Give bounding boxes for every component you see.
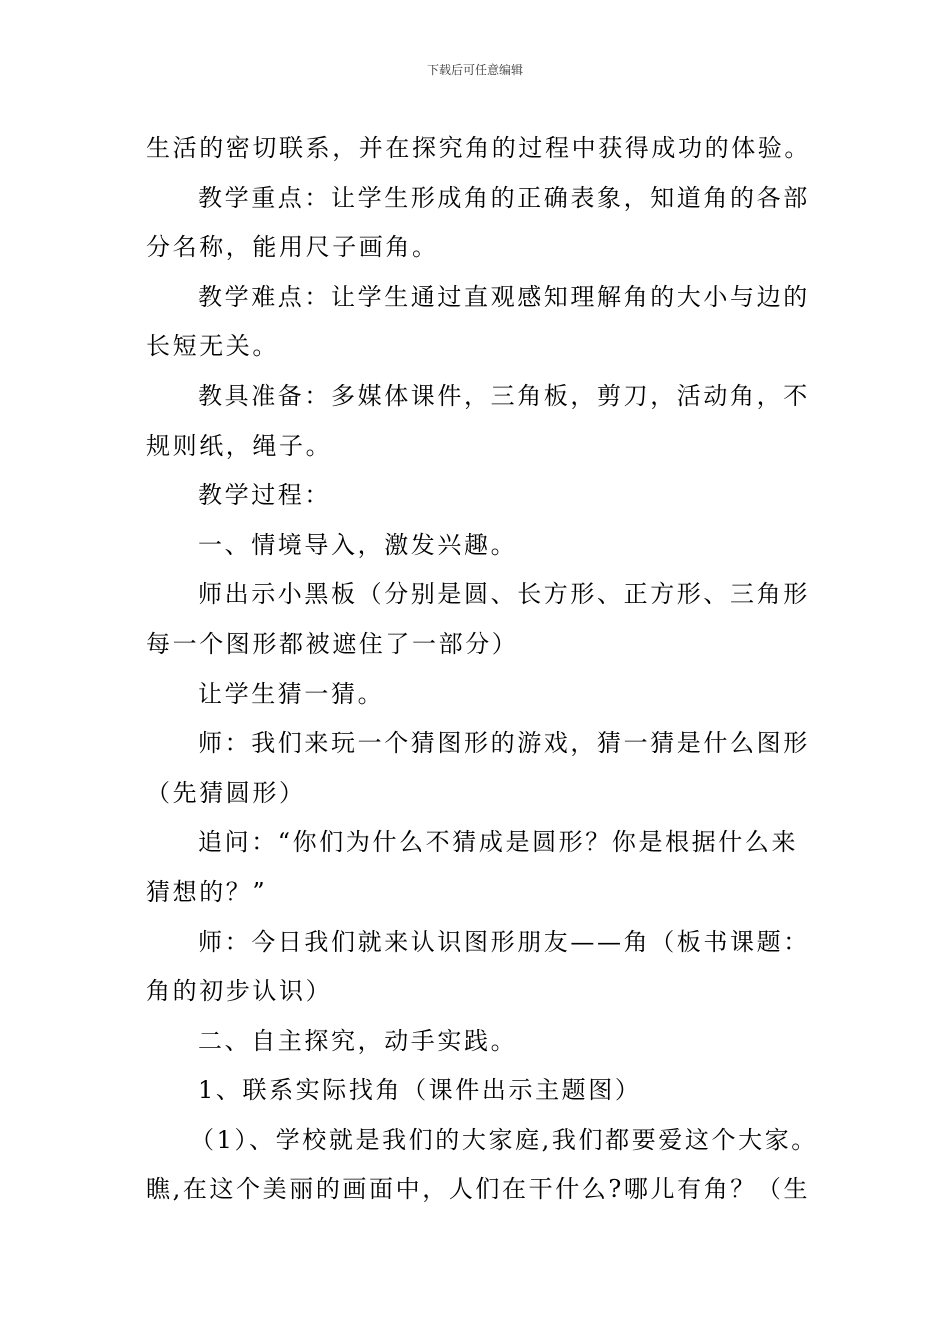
paragraph-line: 生活的密切联系，并在探究角的过程中获得成功的体验。 bbox=[146, 134, 811, 162]
page-header: 下载后可任意编辑 bbox=[426, 63, 523, 77]
paragraph-line: 教具准备：多媒体课件，三角板，剪刀，活动角，不 bbox=[198, 381, 810, 410]
paragraph-line: 追问：“你们为什么不猜成是圆形？你是根据什么来 bbox=[198, 828, 799, 857]
paragraph-line: （先猜圆形） bbox=[146, 778, 306, 807]
paragraph-line: 让学生猜一猜。 bbox=[198, 679, 385, 708]
section-heading: 二、自主探究，动手实践。 bbox=[198, 1026, 518, 1055]
paragraph-line: （1）、学校就是我们的大家庭,我们都要爱这个大家。 bbox=[190, 1125, 818, 1154]
paragraph-line: 每一个图形都被遮住了一部分） bbox=[146, 629, 519, 658]
paragraph-line: 师：我们来玩一个猜图形的游戏，猜一猜是什么图形 bbox=[198, 729, 810, 758]
paragraph-line: 教学过程： bbox=[198, 481, 331, 510]
paragraph-line: 师：今日我们就来认识图形朋友——角（板书课题： bbox=[198, 927, 810, 956]
paragraph-line: 瞧,在这个美丽的画面中，人们在干什么?哪儿有角？（生 bbox=[146, 1175, 811, 1204]
paragraph-line: 教学重点：让学生形成角的正确表象，知道角的各部 bbox=[198, 183, 810, 212]
paragraph-line: 猜想的？” bbox=[146, 877, 268, 906]
paragraph-line: 分名称，能用尺子画角。 bbox=[146, 233, 439, 262]
document-body bbox=[146, 124, 818, 1215]
section-heading: 一、情境导入，激发兴趣。 bbox=[198, 530, 518, 559]
paragraph-line: 规则纸，绳子。 bbox=[146, 431, 333, 460]
paragraph-line: 师出示小黑板（分别是圆、长方形、正方形、三角形 bbox=[198, 580, 810, 609]
paragraph-line: 角的初步认识） bbox=[146, 977, 333, 1006]
paragraph-line: 1、联系实际找角（课件出示主题图） bbox=[198, 1076, 642, 1105]
paragraph-line: 长短无关。 bbox=[146, 332, 279, 361]
paragraph-line: 教学难点：让学生通过直观感知理解角的大小与边的 bbox=[198, 282, 810, 311]
